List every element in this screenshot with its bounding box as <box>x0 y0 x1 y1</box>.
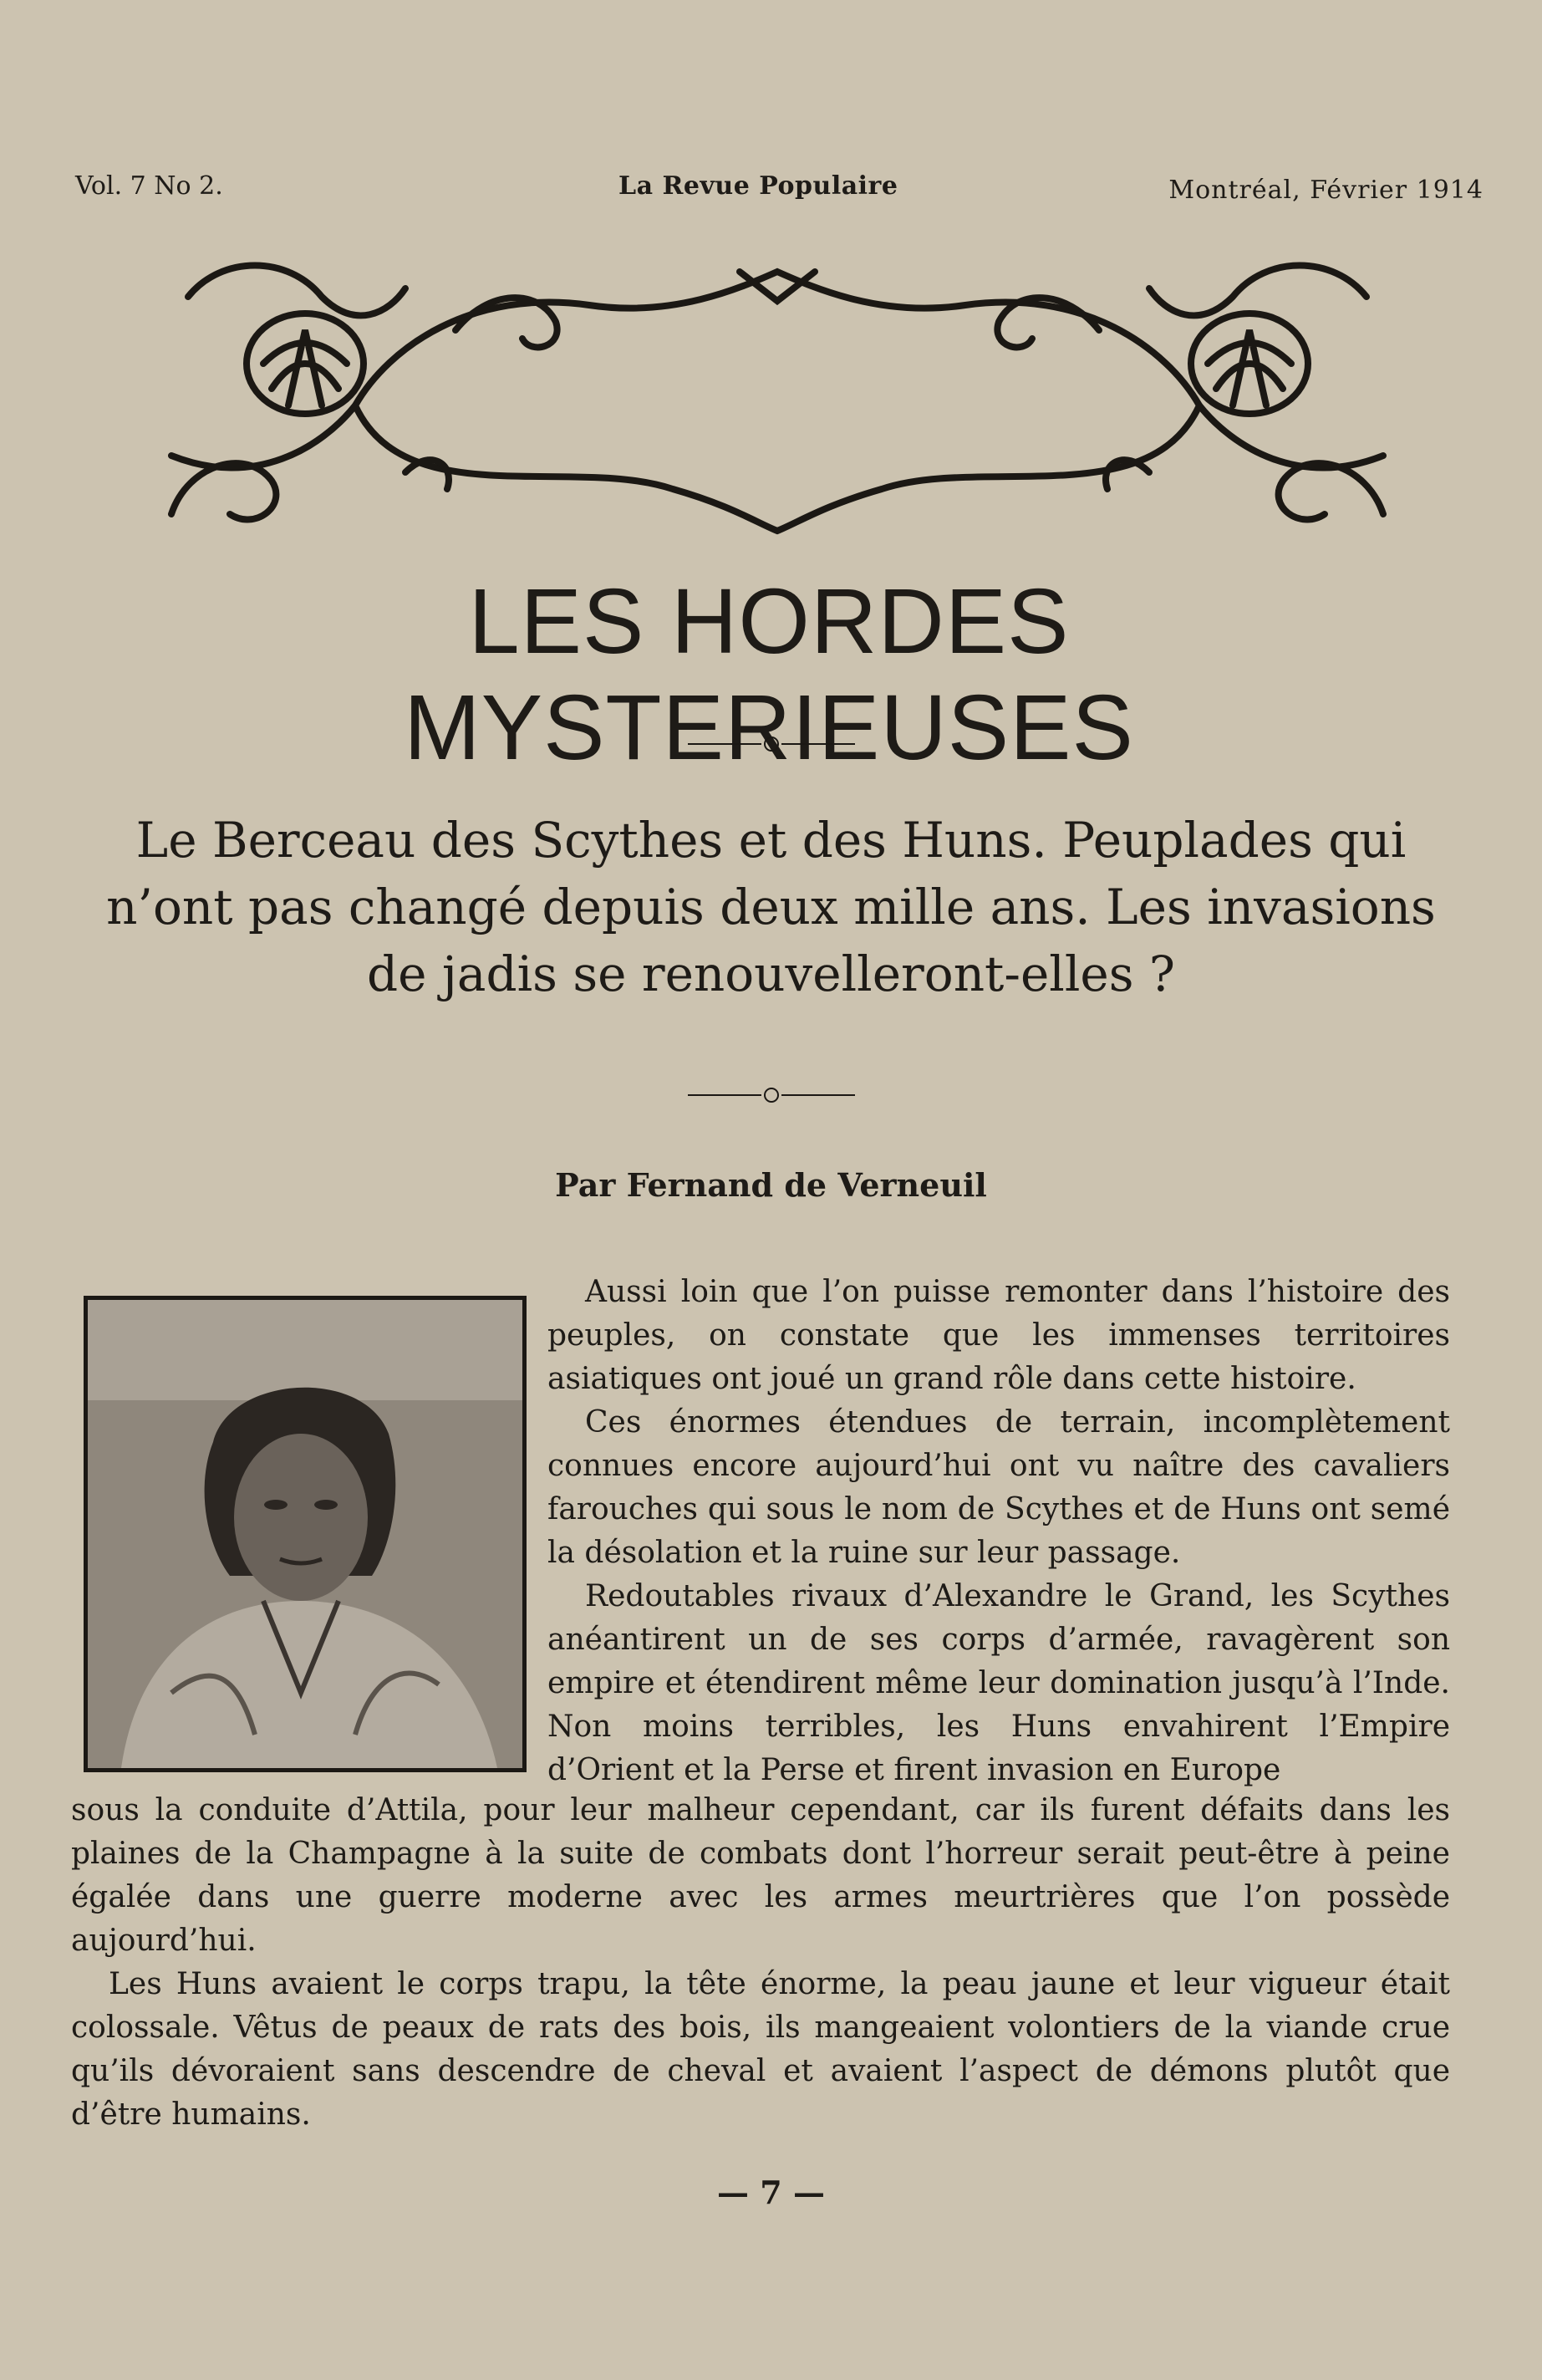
article-body-right-column <box>547 1271 1450 1792</box>
paragraph: Aussi loin que l’on puisse remonter dans l’histoire des peuples, on constate que les immenses territoires asiatiques ont joué un grand rôle dans cette histoire. <box>547 1275 1450 1396</box>
place-and-date: Montréal, Février 1914 <box>1168 176 1483 205</box>
running-header <box>75 171 1483 205</box>
paragraph: Ces énormes étendues de terrain, incomplètement connues encore aujourd’hui ont vu naître des cavaliers farouches qui sous le nom de Scythes et de Huns ont semé la désolation et la ruine sur leur passage. <box>547 1405 1450 1570</box>
article-body-full-width <box>71 1789 1450 2137</box>
separator-rule <box>0 731 1542 757</box>
volume-number: Vol. 7 No 2. <box>75 171 223 201</box>
separator-rule <box>0 1083 1542 1108</box>
author-byline: Par Fernand de Verneuil <box>555 1166 987 1204</box>
article-title: LES HORDES MYSTERIEUSES <box>404 570 1134 779</box>
paragraph: Redoutables rivaux d’Alexandre le Grand, les Scythes anéantirent un de ses corps d’armée, ravagèrent son empire et étendirent même leur domination jusqu’à l’Inde. Non moins terribles, les Huns envahirent l’Empire d’Orient et la Perse et firent invasion en Europe <box>547 1579 1450 1787</box>
paragraph: Les Huns avaient le corps trapu, la tête énorme, la peau jaune et leur vigueur était colossale. Vêtus de peaux de rats des bois, ils mangeaient volontiers de la viande crue qu’ils dévoraient sans descendre de cheval et avaient l’aspect de démons plutôt que d’être humains. <box>71 1967 1450 2132</box>
paragraph: sous la conduite d’Attila, pour leur malheur cependant, car ils furent défaits dans les plaines de la Champagne à la suite de combats dont l’horreur serait peut-être à peine égalée dans une guerre moderne avec les armes meurtrières que l’on possède aujourd’hui. <box>71 1793 1450 1958</box>
portrait-photo <box>84 1296 527 1772</box>
publication-name: La Revue Populaire <box>618 171 898 201</box>
page-number: — 7 — <box>717 2174 825 2211</box>
article-subtitle: Le Berceau des Scythes et des Huns. Peuplades qui n’ont pas changé depuis deux mille ans. Les invasions de jadis se renouvelleront-elles ? <box>106 812 1436 1002</box>
decorative-header-ornament <box>155 238 1400 556</box>
